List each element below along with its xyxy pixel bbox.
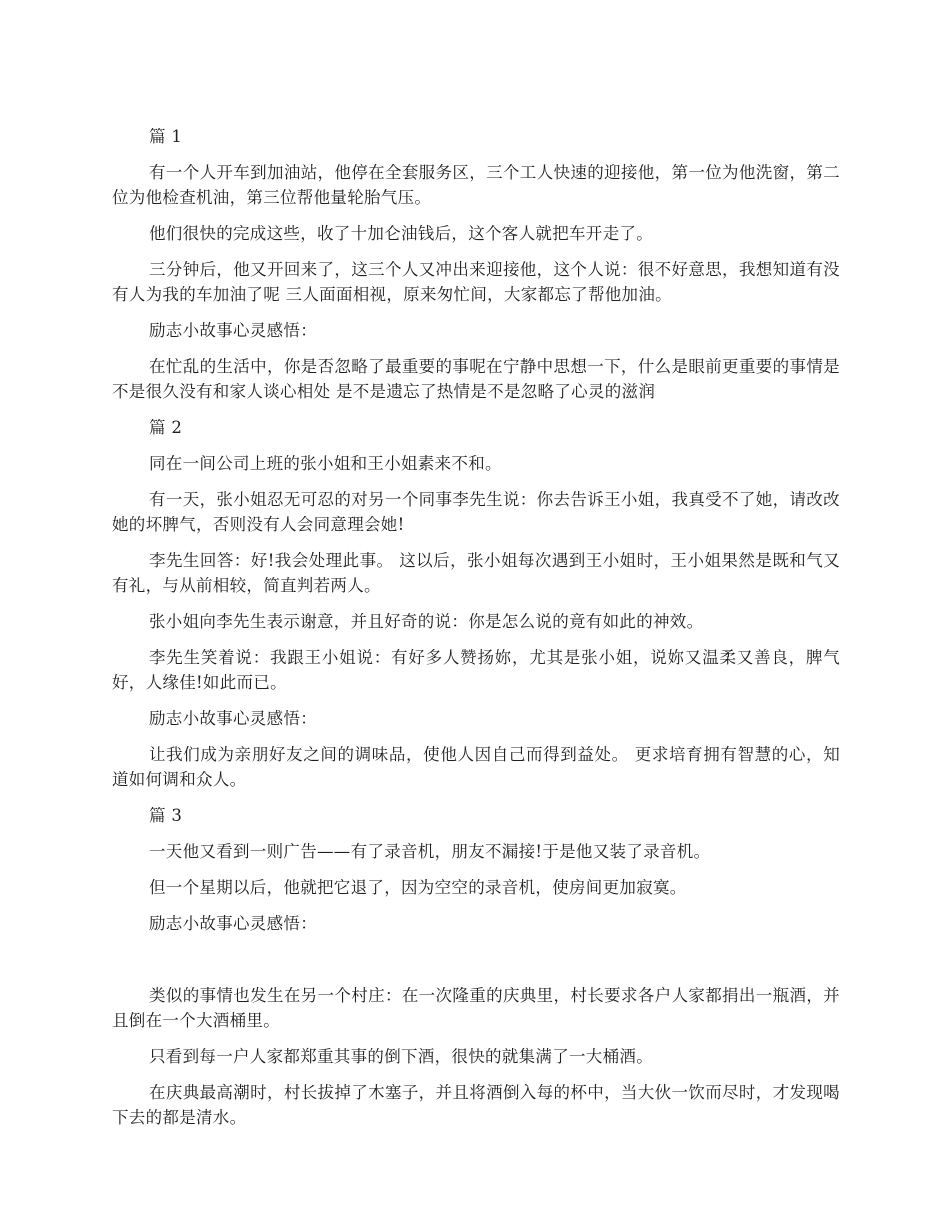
section-heading-3: 篇 3	[149, 806, 183, 825]
insight-heading: 励志小故事心灵感悟：	[149, 321, 317, 340]
paragraph: 让我们成为亲朋好友之间的调味品，使他人因自己而得到益处。 更求培育拥有智慧的心，知道如何调和众人。	[112, 745, 840, 789]
paragraph: 在忙乱的生活中，你是否忽略了最重要的事呢在宁静中思想一下，什么是眼前更重要的事情是不是很久没有和家人谈心相处 是不是遗忘了热情是不是忽略了心灵的滋润	[112, 357, 840, 401]
section-heading-2: 篇 2	[149, 418, 183, 437]
blank-gap	[112, 947, 840, 983]
paragraph: 李先生笑着说：我跟王小姐说：有好多人赞扬妳，尤其是张小姐，说妳又温柔又善良，脾气好，人缘佳!如此而已。	[112, 648, 840, 692]
paragraph: 一天他又看到一则广告——有了录音机，朋友不漏接!于是他又装了录音机。	[149, 842, 711, 861]
paragraph: 同在一间公司上班的张小姐和王小姐素来不和。	[149, 454, 502, 473]
paragraph: 有一个人开车到加油站，他停在全套服务区，三个工人快速的迎接他，第一位为他洗窗，第二位为他检查机油，第三位帮他量轮胎气压。	[112, 163, 840, 207]
paragraph: 他们很快的完成这些，收了十加仑油钱后，这个客人就把车开走了。	[149, 224, 653, 243]
paragraph: 只看到每一户人家都郑重其事的倒下酒，很快的就集满了一大桶酒。	[149, 1047, 653, 1066]
paragraph: 在庆典最高潮时，村长拔掉了木塞子，并且将酒倒入每的杯中，当大伙一饮而尽时，才发现喝下去的都是清水。	[112, 1083, 840, 1127]
paragraph: 但一个星期以后，他就把它退了，因为空空的录音机，使房间更加寂寞。	[149, 878, 687, 897]
paragraph: 李先生回答：好!我会处理此事。 这以后，张小姐每次遇到王小姐时，王小姐果然是既和气又有礼，与从前相较，简直判若两人。	[112, 551, 840, 595]
document-body	[112, 124, 840, 1141]
section-heading-1: 篇 1	[149, 127, 183, 146]
paragraph: 有一天，张小姐忍无可忍的对另一个同事李先生说：你去告诉王小姐，我真受不了她，请改改她的坏脾气，否则没有人会同意理会她!	[112, 490, 840, 534]
insight-heading: 励志小故事心灵感悟：	[149, 709, 317, 728]
insight-heading: 励志小故事心灵感悟：	[149, 914, 317, 933]
paragraph: 三分钟后，他又开回来了，这三个人又冲出来迎接他，这个人说：很不好意思，我想知道有没有人为我的车加油了呢 三人面面相视，原来匆忙间，大家都忘了帮他加油。	[112, 260, 840, 304]
paragraph: 张小姐向李先生表示谢意，并且好奇的说：你是怎么说的竟有如此的神效。	[149, 612, 704, 631]
paragraph: 类似的事情也发生在另一个村庄：在一次隆重的庆典里，村长要求各户人家都捐出一瓶酒，并且倒在一个大酒桶里。	[112, 986, 840, 1030]
